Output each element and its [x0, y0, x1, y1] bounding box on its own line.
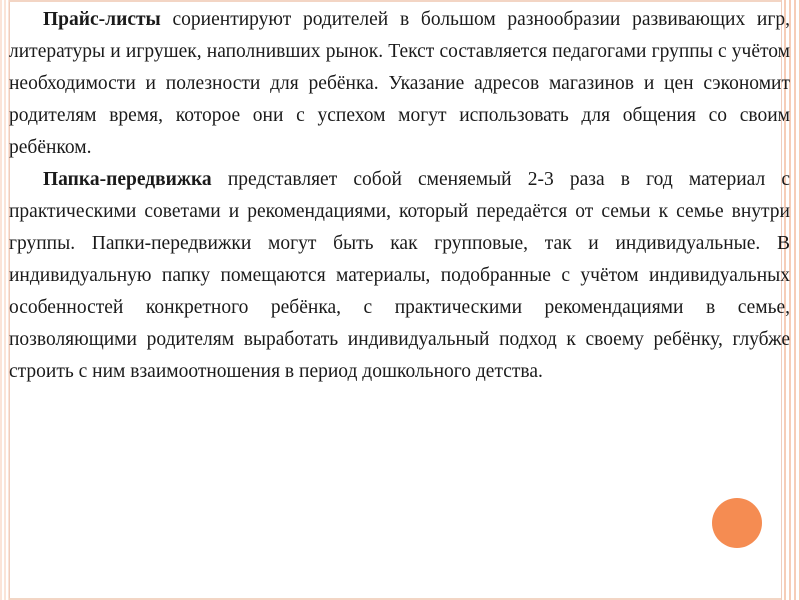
paragraph-folder-text: представляет собой сменяемый 2-3 раза в год материал с практическими советами и рекомендациями, который передаётся от семьи к семье внутри группы. Папки-передвижки могут быть как групповые, так и индивидуальные. В индивидуальную папку помещаются материалы, подобранные с учётом индивидуальных особенностей конкретного ребёнка, с практическими рекомендациями в семье, позволяющими родителям выработать индивидуальный подход к своему ребёнку, глубже строить с ним взаимоотношения в период дошкольного детства.: [9, 169, 790, 382]
paragraph-price-lists: [9, 0, 790, 164]
slide-body: [9, 0, 790, 388]
paragraph-price-lists-text: сориентируют родителей в большом разнообразии развивающих игр, литературы и игрушек, наполнивших рынок. Текст составляется педагогами группы с учётом необходимости и полезности для ребёнка. Указание адресов магазинов и цен сэкономит родителям время, которое они с успехом могут использовать для общения со своим ребёнком.: [9, 9, 790, 158]
term-price-lists: Прайс-листы: [43, 9, 161, 30]
decorative-circle: [712, 498, 762, 548]
term-folder: Папка-передвижка: [43, 169, 212, 190]
paragraph-folder: [9, 164, 790, 388]
